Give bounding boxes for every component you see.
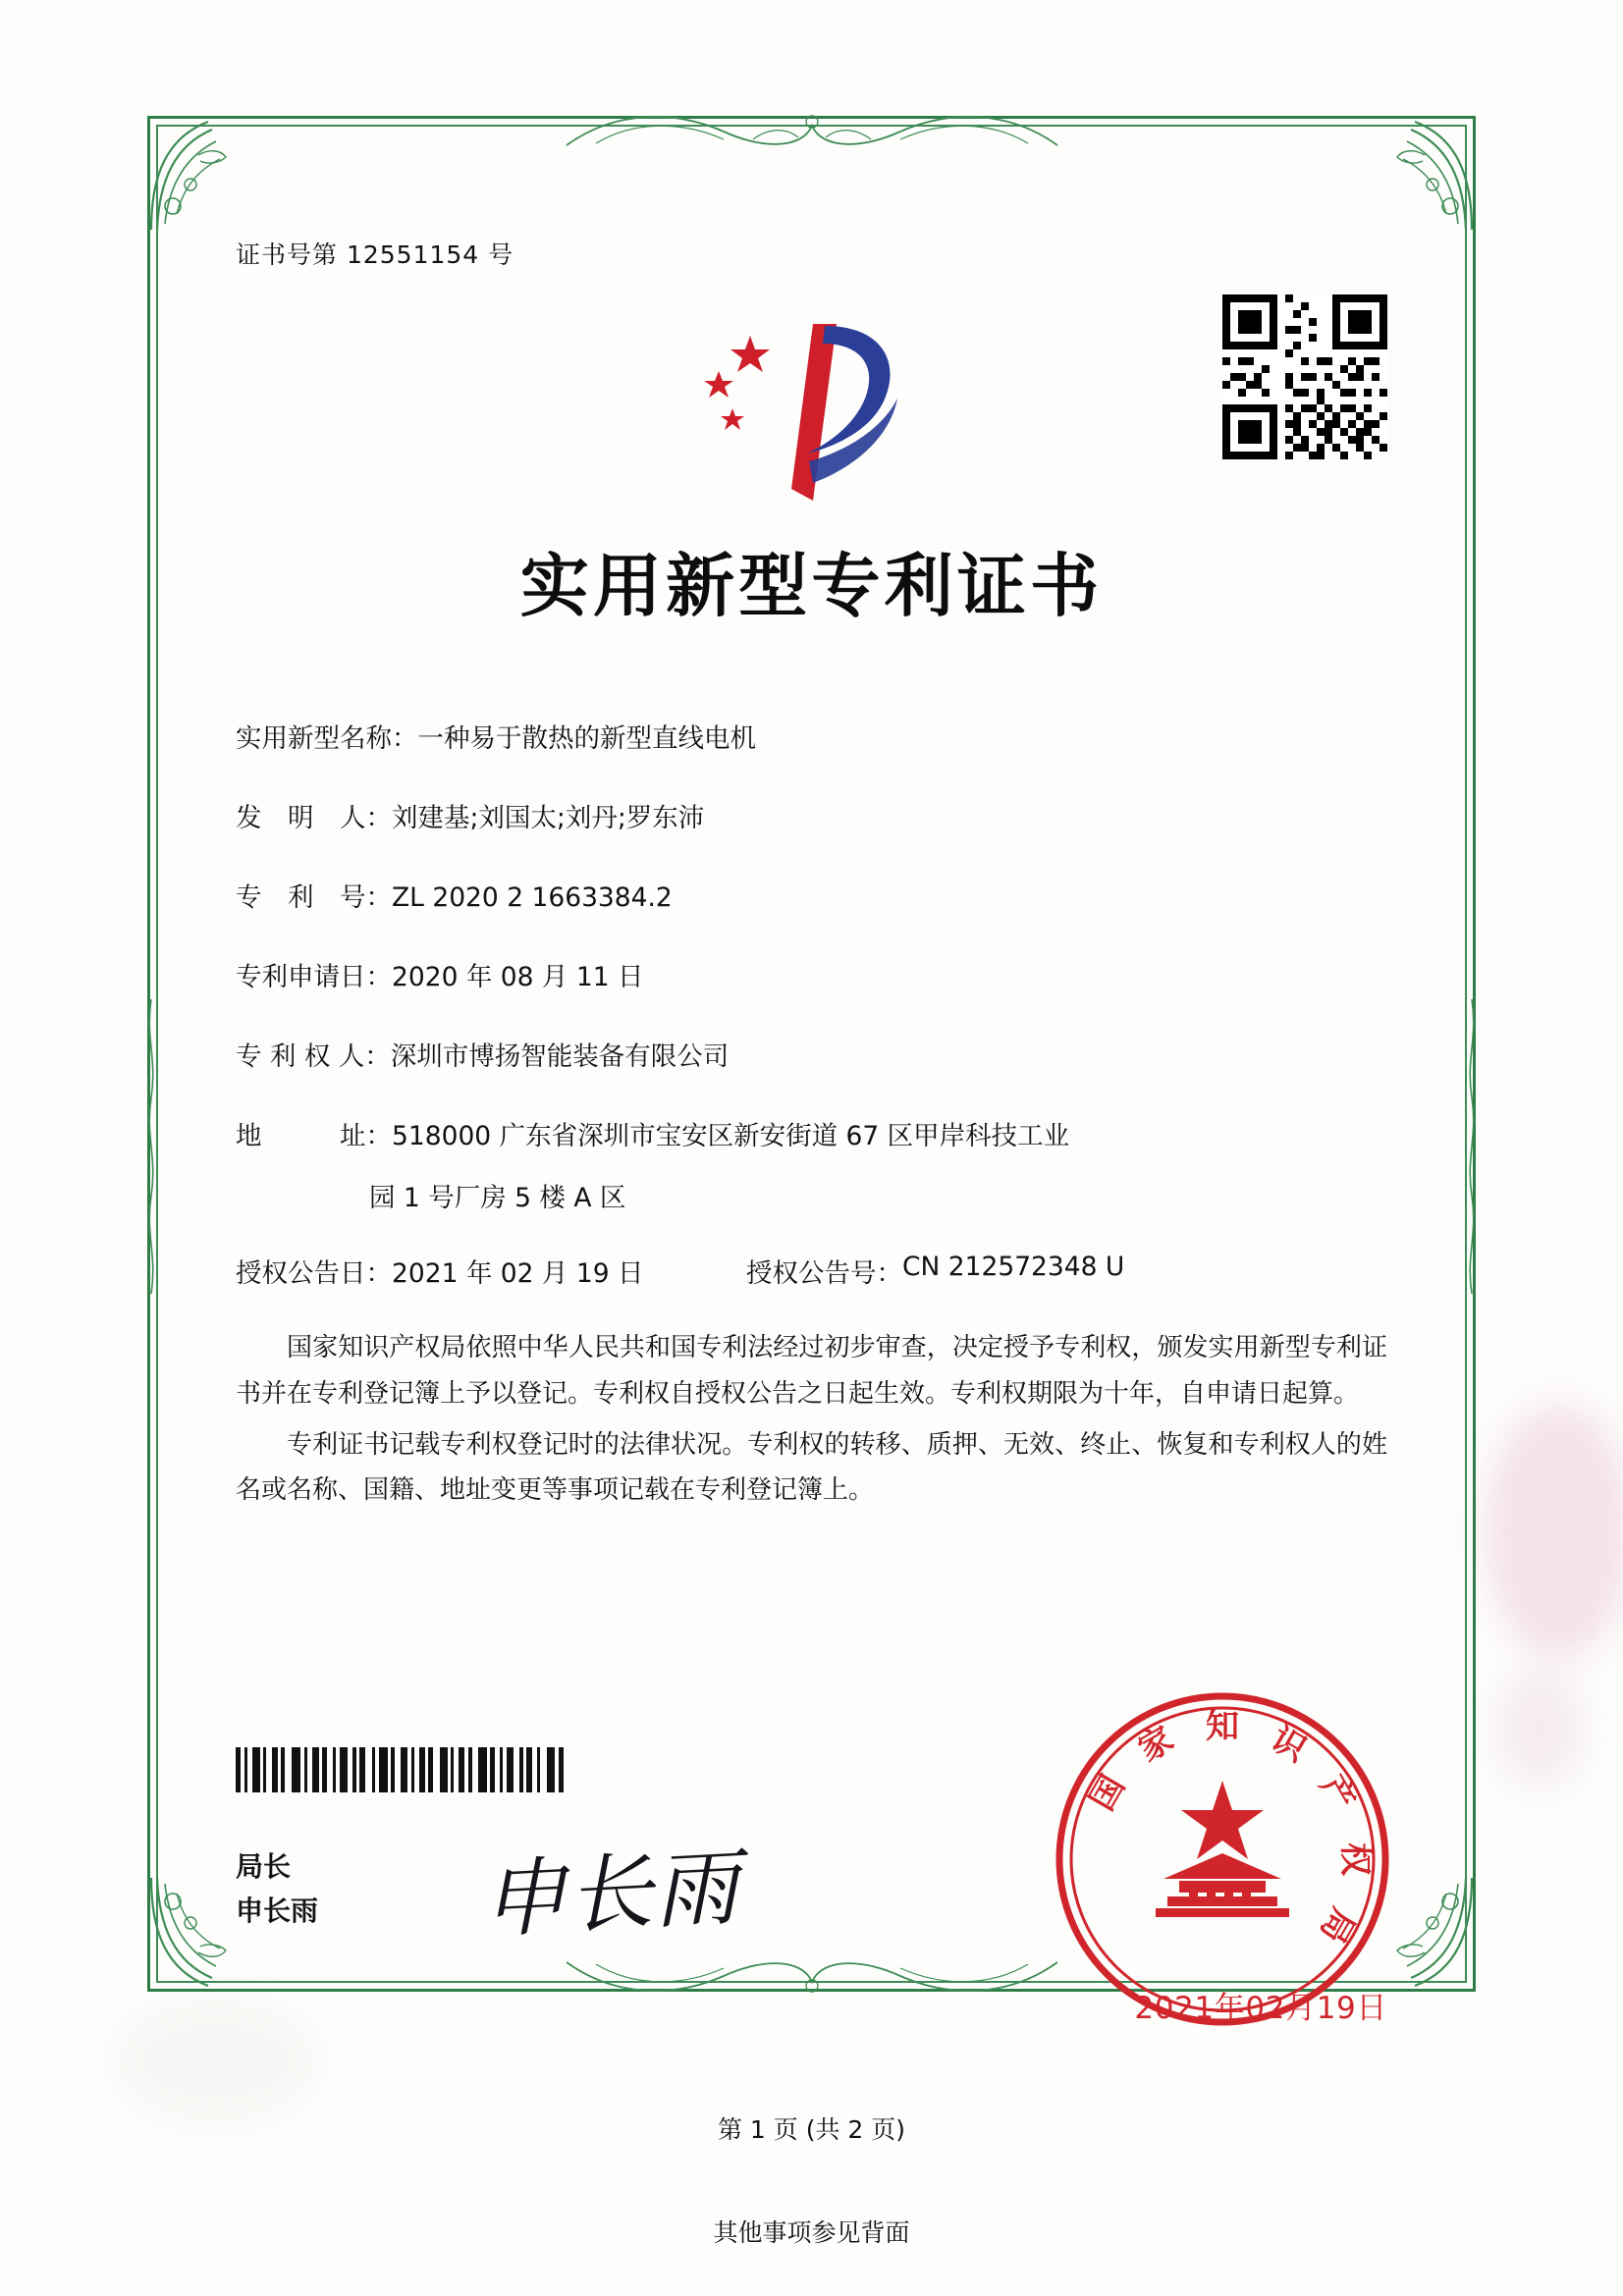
field-inventors bbox=[236, 798, 1387, 838]
side-ornament-icon bbox=[1464, 999, 1480, 1298]
field-patent-number bbox=[236, 878, 1387, 918]
side-ornament-icon bbox=[143, 999, 159, 1298]
top-ornament-icon bbox=[557, 106, 1067, 155]
field-grant-number bbox=[746, 1252, 1124, 1290]
svg-text:家: 家 bbox=[1131, 1719, 1181, 1770]
field-patentee bbox=[236, 1037, 1387, 1077]
svg-text:知: 知 bbox=[1206, 1707, 1239, 1746]
field-value: 深圳市博扬智能装备有限公司 bbox=[390, 1041, 730, 1073]
svg-text:产: 产 bbox=[1312, 1768, 1363, 1818]
field-utility-model-name bbox=[236, 719, 1387, 759]
director-name: 申长雨 bbox=[236, 1894, 319, 1927]
field-value: 2020 年 08 月 11 日 bbox=[392, 962, 644, 993]
field-label: 授权公告号： bbox=[746, 1258, 902, 1290]
handwritten-signature: 申长雨 bbox=[478, 1839, 743, 1950]
director-block bbox=[236, 1845, 318, 1934]
field-value: CN 212572348 U bbox=[902, 1252, 1125, 1283]
director-title: 局长 bbox=[236, 1850, 292, 1883]
cnipa-logo-icon bbox=[689, 314, 935, 514]
field-value: 518000 广东省深圳市宝安区新安街道 67 区甲岸科技工业 bbox=[392, 1121, 1070, 1152]
qr-code bbox=[1222, 294, 1387, 459]
svg-text:识: 识 bbox=[1264, 1719, 1314, 1770]
footer-note: 其他事项参见背面 bbox=[713, 2218, 910, 2247]
official-seal bbox=[1050, 1686, 1395, 2032]
bottom-ornament-icon bbox=[557, 1952, 1067, 2002]
seal-date: 2021年02月19日 bbox=[1134, 1991, 1387, 2026]
field-label: 授权公告日： bbox=[236, 1258, 392, 1290]
field-label: 发 明 人： bbox=[236, 803, 392, 834]
field-address-line2: 园 1 号厂房 5 楼 A 区 bbox=[369, 1183, 626, 1214]
field-label: 地 址： bbox=[236, 1121, 392, 1152]
svg-text:国: 国 bbox=[1082, 1768, 1133, 1818]
field-address bbox=[236, 1116, 1387, 1156]
field-grant-row bbox=[236, 1252, 1387, 1290]
page-indicator: 第 1 页 (共 2 页) bbox=[717, 2115, 906, 2144]
paper-stain bbox=[1495, 1669, 1584, 1787]
field-value: 一种易于散热的新型直线电机 bbox=[417, 723, 756, 754]
svg-text:权: 权 bbox=[1335, 1842, 1375, 1876]
field-application-date bbox=[236, 957, 1387, 997]
field-label: 实用新型名称： bbox=[236, 723, 418, 754]
field-label: 专 利 权 人： bbox=[236, 1041, 391, 1073]
barcode bbox=[236, 1747, 648, 1792]
page-title: 实用新型专利证书 bbox=[519, 546, 1104, 626]
legal-paragraph-1: 国家知识产权局依照中华人民共和国专利法经过初步审查，决定授予专利权，颁发实用新型专利证书并在专利登记簿上予以登记。专利权自授权公告之日起生效。专利权期限为十年，自申请日起算。 bbox=[236, 1333, 1387, 1409]
paper-stain bbox=[1486, 1404, 1623, 1659]
field-value: 2021 年 02 月 19 日 bbox=[392, 1258, 644, 1290]
field-label: 专 利 号： bbox=[236, 882, 392, 914]
certificate-content bbox=[236, 236, 1387, 1520]
paper-stain bbox=[118, 2002, 314, 2120]
field-label: 专利申请日： bbox=[236, 962, 392, 993]
certificate-number: 证书号第 12551154 号 bbox=[236, 240, 514, 269]
legal-paragraph-2: 专利证书记载专利权登记时的法律状况。专利权的转移、质押、无效、终止、恢复和专利权人的姓名或名称、国籍、地址变更等事项记载在专利登记簿上。 bbox=[236, 1429, 1387, 1506]
svg-text:局: 局 bbox=[1312, 1900, 1363, 1950]
field-grant-date bbox=[236, 1252, 746, 1290]
field-list bbox=[236, 719, 1387, 1290]
field-value: ZL 2020 2 1663384.2 bbox=[392, 882, 673, 914]
field-value: 刘建基;刘国太;刘丹;罗东沛 bbox=[392, 803, 705, 834]
